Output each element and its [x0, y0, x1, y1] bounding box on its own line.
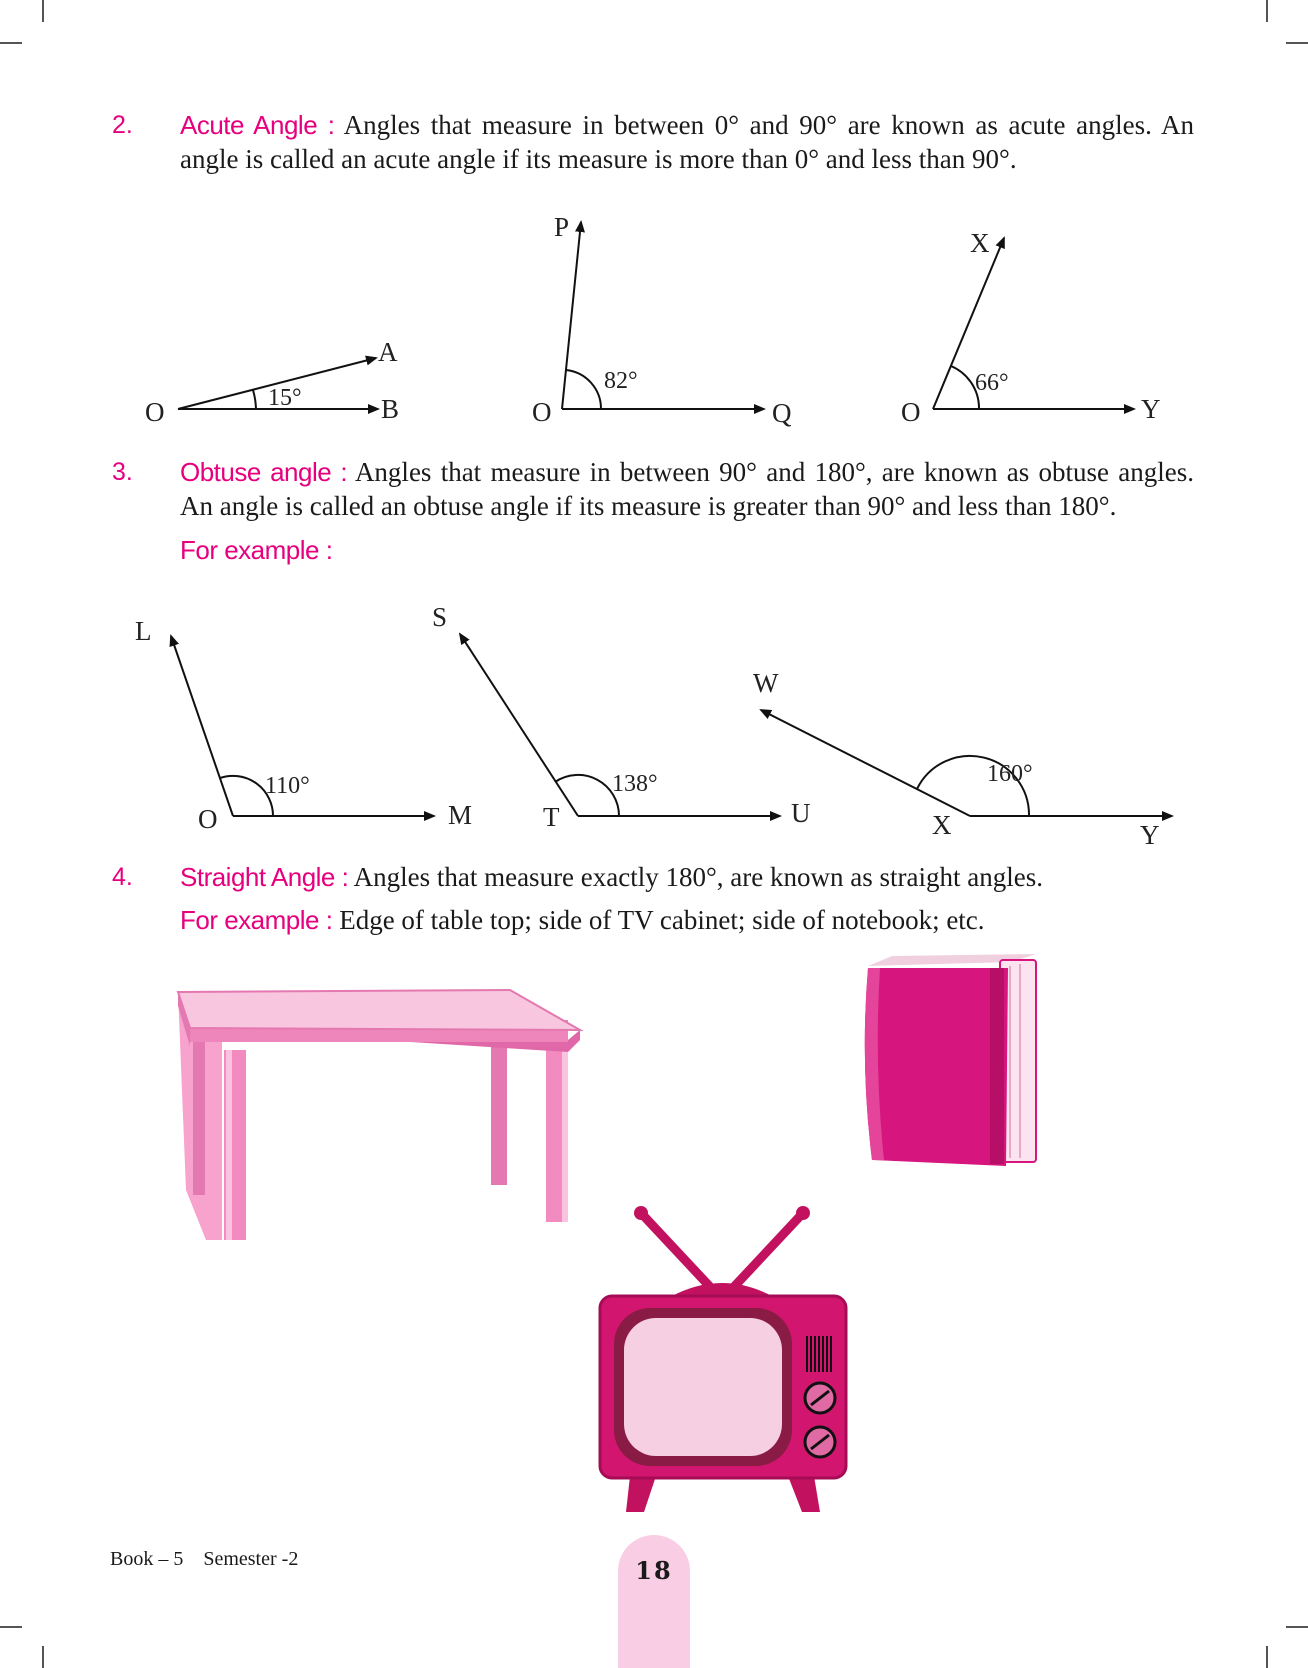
vertex-label: O [145, 397, 165, 427]
section-heading: Obtuse angle : [180, 457, 348, 487]
section-body: Angles that measure exactly 180°, are known as straight angles. [353, 862, 1043, 892]
angle-arc [253, 390, 256, 409]
angle-measure: 138° [612, 771, 658, 797]
ray-TS [460, 634, 578, 816]
semester-label: Semester -2 [203, 1548, 299, 1570]
section-heading: Acute Angle : [180, 110, 335, 140]
angle-arc [566, 370, 601, 409]
arm-label: S [432, 602, 448, 632]
arm-label: B [381, 394, 400, 424]
arm-label: A [378, 337, 398, 367]
angle-measure: 160° [987, 761, 1033, 787]
tv-illustration [600, 1206, 846, 1512]
angle-measure: 110° [265, 773, 310, 799]
page-number-tab [618, 1535, 690, 1668]
section-number: 4. [112, 863, 133, 891]
section-number: 3. [112, 458, 133, 486]
arm-label: P [554, 212, 570, 242]
book-illustration [865, 954, 1036, 1166]
vertex-label: O [901, 397, 921, 427]
ray-OP [562, 222, 581, 409]
arm-label: Y [1141, 394, 1161, 424]
acute-angle-figure-3 [901, 228, 1161, 427]
vertex-label: O [198, 804, 218, 834]
example-text: Edge of table top; side of TV cabinet; side of notebook; etc. [339, 905, 985, 935]
section-body: Angles that measure in between 90° and 180°, are known as obtuse angles. An angle is called an obtuse angle if its measure is greater than 90° and less than 180°. [180, 457, 1194, 521]
arm-label: X [970, 228, 990, 258]
footer-book-info [110, 1548, 298, 1571]
page-number: 18 [635, 1556, 673, 1585]
acute-angle-figure-1 [145, 337, 399, 427]
vertex-label: O [532, 397, 552, 427]
section-heading: Straight Angle : [180, 862, 349, 892]
obtuse-angle-figure-1 [135, 616, 472, 834]
arm-label: L [135, 616, 152, 646]
ray-OL [171, 636, 233, 816]
obtuse-angle-figure-3 [753, 668, 1172, 850]
example-label: For example : [180, 535, 333, 565]
arm-label: W [753, 668, 779, 698]
section-number: 2. [112, 111, 133, 139]
vertex-label: X [932, 810, 952, 840]
angle-measure: 82° [604, 368, 638, 394]
section-body: Angles that measure in between 0° and 90° are known as acute angles. An angle is called an acute angle if its measure is more than 0° and less than 90°. [180, 110, 1194, 174]
acute-angle-figure-2 [532, 212, 792, 428]
angle-measure: 15° [268, 385, 302, 411]
example-label: For example : [180, 905, 333, 935]
arm-label: U [791, 798, 811, 828]
obtuse-angle-figure-2 [432, 602, 811, 832]
table-illustration [178, 990, 580, 1240]
arm-label: Y [1140, 820, 1160, 850]
angle-measure: 66° [975, 370, 1009, 396]
arm-label: Q [772, 398, 792, 428]
vertex-label: T [543, 802, 560, 832]
book-label: Book – 5 [110, 1548, 184, 1570]
arm-label: M [448, 800, 473, 830]
